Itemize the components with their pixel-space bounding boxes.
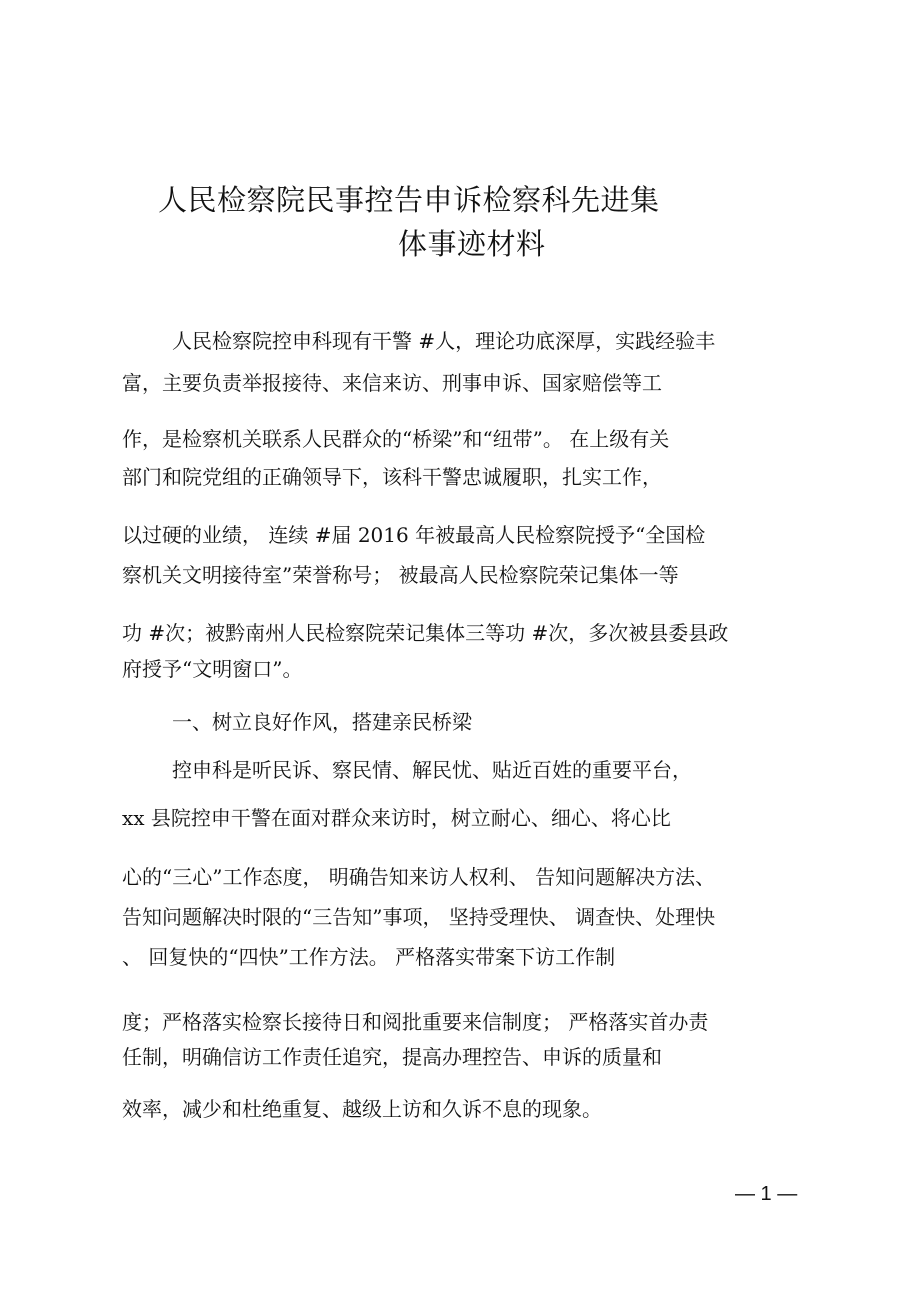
paragraph-line: 作，是检察机关联系人民群众的“桥梁”和“纽带”。 在上级有关 — [122, 427, 670, 451]
paragraph-line: 功 #次；被黔南州人民检察院荣记集体三等功 #次，多次被县委县政 — [122, 621, 729, 645]
paragraph-line: xx 县院控申干警在面对群众来访时，树立耐心、细心、将心比 — [122, 806, 671, 830]
document-title-line-2: 体事迹材料 — [398, 227, 546, 261]
paragraph-line: 任制，明确信访工作责任追究，提高办理控告、申诉的质量和 — [122, 1045, 662, 1069]
paragraph-line: 府授予“文明窗口”。 — [122, 657, 303, 681]
paragraph-line: 以过硬的业绩， 连续 #届 2016 年被最高人民检察院授予“全国检 — [122, 523, 706, 547]
paragraph-line: 控申科是听民诉、察民情、解民忧、贴近百姓的重要平台， — [172, 758, 692, 782]
paragraph-line: 、 回复快的“四快”工作方法。 严格落实带案下访工作制 — [122, 945, 616, 969]
paragraph-line: 部门和院党组的正确领导下，该科干警忠诚履职，扎实工作， — [122, 465, 662, 489]
paragraph-line: 告知问题解决时限的“三告知”事项， 坚持受理快、 调查快、处理快 — [122, 905, 716, 929]
paragraph-line: 人民检察院控申科现有干警 #人，理论功底深厚，实践经验丰 — [172, 329, 716, 353]
page-number: — 1 — — [735, 1183, 798, 1205]
paragraph-line: 度；严格落实检察长接待日和阅批重要来信制度； 严格落实首办责 — [122, 1010, 709, 1034]
document-title-line-1: 人民检察院民事控告申诉检察科先进集 — [158, 183, 660, 217]
section-heading: 一、树立良好作风，搭建亲民桥梁 — [172, 710, 472, 734]
paragraph-line: 效率，减少和杜绝重复、越级上访和久诉不息的现象。 — [122, 1097, 602, 1121]
paragraph-line: 富，主要负责举报接待、来信来访、刑事申诉、国家赔偿等工 — [122, 371, 662, 395]
paragraph-line: 察机关文明接待室”荣誉称号； 被最高人民检察院荣记集体一等 — [122, 563, 679, 587]
paragraph-line: 心的“三心”工作态度， 明确告知来访人权利、 告知问题解决方法、 — [122, 865, 716, 889]
